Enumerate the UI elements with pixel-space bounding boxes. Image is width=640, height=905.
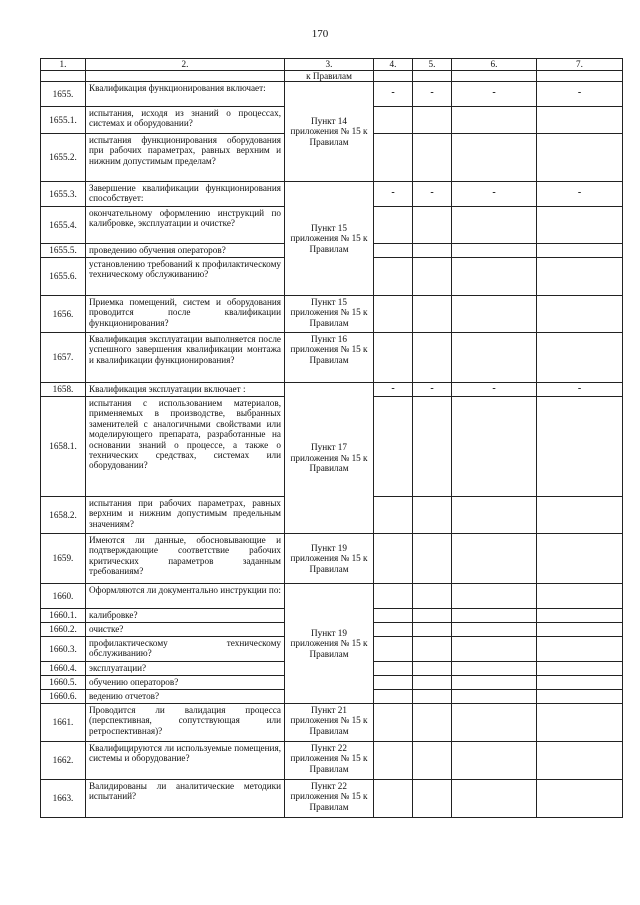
answer-cell (452, 107, 537, 134)
answer-cell: - (374, 82, 413, 107)
header-col-7: 7. (537, 59, 623, 71)
answer-cell (413, 497, 452, 534)
answer-cell: - (413, 383, 452, 397)
answer-cell (413, 780, 452, 818)
row-question: ведению отчетов? (86, 690, 285, 704)
answer-cell (374, 609, 413, 623)
table-row (41, 584, 623, 609)
checklist-table (40, 58, 623, 818)
table-row (41, 704, 623, 742)
answer-cell (537, 623, 623, 637)
row-question: профилактическому техническому обслуживанию? (86, 637, 285, 662)
answer-cell (374, 134, 413, 182)
answer-cell: - (374, 383, 413, 397)
row-number: 1659. (41, 534, 86, 584)
answer-cell (374, 637, 413, 662)
row-question: испытания с использованием материалов, применяемых в производстве, выбранных заменителей с аналогичными свойствами или моделирующего препарата, разработанные на основании знаний о процессе, а также о технических средствах, системах или оборудовании? (86, 397, 285, 497)
row-number: 1660.4. (41, 662, 86, 676)
answer-cell (374, 534, 413, 584)
answer-cell (452, 676, 537, 690)
row-number: 1655.2. (41, 134, 86, 182)
table-row (41, 71, 623, 82)
answer-cell (413, 258, 452, 296)
answer-cell (374, 690, 413, 704)
ref-cell: Пункт 17 приложения № 15 к Правилам (285, 383, 374, 534)
answer-cell (374, 704, 413, 742)
header-col-4: 4. (374, 59, 413, 71)
row-question: очистке? (86, 623, 285, 637)
answer-cell (537, 584, 623, 609)
row-question: обучению операторов? (86, 676, 285, 690)
answer-cell (374, 296, 413, 333)
row-number: 1655.3. (41, 182, 86, 207)
answer-cell (452, 742, 537, 780)
header-row (41, 59, 623, 71)
row-number: 1660. (41, 584, 86, 609)
answer-cell (413, 690, 452, 704)
answer-cell (374, 244, 413, 258)
answer-cell: - (537, 82, 623, 107)
row-question: испытания, исходя из знаний о процессах, системах и оборудовании? (86, 107, 285, 134)
header-col-6: 6. (452, 59, 537, 71)
answer-cell (452, 258, 537, 296)
answer-cell (413, 662, 452, 676)
answer-cell (374, 780, 413, 818)
answer-cell (452, 690, 537, 704)
row-number: 1663. (41, 780, 86, 818)
answer-cell (537, 704, 623, 742)
answer-cell: - (452, 82, 537, 107)
answer-cell (413, 397, 452, 497)
row-number: 1655.5. (41, 244, 86, 258)
answer-cell (413, 637, 452, 662)
answer-cell (374, 207, 413, 244)
answer-cell (537, 676, 623, 690)
answer-cell (452, 497, 537, 534)
table-row (41, 742, 623, 780)
answer-cell (374, 584, 413, 609)
answer-cell (374, 662, 413, 676)
row-number: 1661. (41, 704, 86, 742)
answer-cell (374, 333, 413, 383)
answer-cell (374, 623, 413, 637)
answer-cell (537, 690, 623, 704)
answer-cell (374, 497, 413, 534)
answer-cell (413, 333, 452, 383)
answer-cell (537, 258, 623, 296)
row-question: испытания при рабочих параметрах, равных верхним и нижним допустимым предельным значениям? (86, 497, 285, 534)
answer-cell: - (413, 182, 452, 207)
row-question: Проводится ли валидация процесса (перспективная, сопутствующая или ретроспективная)? (86, 704, 285, 742)
answer-cell (374, 742, 413, 780)
answer-cell (537, 296, 623, 333)
row-number: 1658.2. (41, 497, 86, 534)
row-question: Имеются ли данные, обосновывающие и подтверждающие соответствие рабочих критических параметров заданным требованиям? (86, 534, 285, 584)
answer-cell (413, 742, 452, 780)
row-question: Квалификация эксплуатации выполняется после успешного завершения квалификации монтажа и квалификации функционирования? (86, 333, 285, 383)
answer-cell (413, 609, 452, 623)
answer-cell (413, 207, 452, 244)
answer-cell: - (452, 182, 537, 207)
answer-cell (413, 584, 452, 609)
answer-cell: - (374, 182, 413, 207)
answer-cell (452, 397, 537, 497)
row-number: 1662. (41, 742, 86, 780)
answer-cell (413, 296, 452, 333)
row-question: Оформляются ли документально инструкции по: (86, 584, 285, 609)
row-question: Приемка помещений, систем и оборудования проводится после квалификации функционирования? (86, 296, 285, 333)
ref-cell: Пункт 22 приложения № 15 к Правилам (285, 742, 374, 780)
table-row (41, 82, 623, 107)
answer-cell (452, 637, 537, 662)
row-question: испытания функционирования оборудования при рабочих параметрах, равных верхним и нижним допустимым пределам? (86, 134, 285, 182)
row-question: проведению обучения операторов? (86, 244, 285, 258)
ref-cell: Пункт 14 приложения № 15 к Правилам (285, 82, 374, 182)
answer-cell: - (413, 82, 452, 107)
answer-cell (413, 134, 452, 182)
ref-cell: Пункт 15 приложения № 15 к Правилам (285, 182, 374, 296)
answer-cell (537, 637, 623, 662)
table-row (41, 296, 623, 333)
row-question: установлению требований к профилактическому техническому обслуживанию? (86, 258, 285, 296)
row-number: 1658.1. (41, 397, 86, 497)
row-number: 1660.5. (41, 676, 86, 690)
row-question: калибровке? (86, 609, 285, 623)
row-number: 1656. (41, 296, 86, 333)
answer-cell (452, 534, 537, 584)
row-number: 1655.4. (41, 207, 86, 244)
header-col-2: 2. (86, 59, 285, 71)
answer-cell (374, 107, 413, 134)
table-row (41, 383, 623, 397)
row-number: 1657. (41, 333, 86, 383)
answer-cell: - (537, 182, 623, 207)
row-question: окончательному оформлению инструкций по калибровке, эксплуатации и очистке? (86, 207, 285, 244)
answer-cell (537, 780, 623, 818)
answer-cell (452, 244, 537, 258)
answer-cell (537, 662, 623, 676)
ref-cell: Пункт 21 приложения № 15 к Правилам (285, 704, 374, 742)
answer-cell (537, 397, 623, 497)
row-number: 1660.6. (41, 690, 86, 704)
answer-cell (413, 244, 452, 258)
ref-continued: к Правилам (285, 71, 374, 82)
answer-cell (452, 333, 537, 383)
answer-cell (374, 397, 413, 497)
ref-cell: Пункт 22 приложения № 15 к Правилам (285, 780, 374, 818)
header-col-5: 5. (413, 59, 452, 71)
answer-cell (537, 134, 623, 182)
answer-cell: - (452, 383, 537, 397)
answer-cell (413, 623, 452, 637)
answer-cell (537, 244, 623, 258)
page-number: 170 (311, 28, 329, 40)
answer-cell (413, 676, 452, 690)
row-number: 1660.1. (41, 609, 86, 623)
ref-cell: Пункт 19 приложения № 15 к Правилам (285, 584, 374, 704)
answer-cell (452, 609, 537, 623)
row-number: 1655.1. (41, 107, 86, 134)
table-row (41, 780, 623, 818)
answer-cell (537, 207, 623, 244)
row-question: эксплуатации? (86, 662, 285, 676)
ref-cell: Пункт 16 приложения № 15 к Правилам (285, 333, 374, 383)
answer-cell (537, 107, 623, 134)
answer-cell (452, 134, 537, 182)
row-question: Завершение квалификации функционирования способствует: (86, 182, 285, 207)
answer-cell (374, 676, 413, 690)
answer-cell (452, 623, 537, 637)
row-number: 1655.6. (41, 258, 86, 296)
row-question: Квалификация функционирования включает: (86, 82, 285, 107)
answer-cell (452, 584, 537, 609)
table-row (41, 534, 623, 584)
header-col-3: 3. (285, 59, 374, 71)
row-question: Валидированы ли аналитические методики испытаний? (86, 780, 285, 818)
row-number: 1660.2. (41, 623, 86, 637)
answer-cell (413, 107, 452, 134)
answer-cell: - (537, 383, 623, 397)
ref-cell: Пункт 19 приложения № 15 к Правилам (285, 534, 374, 584)
answer-cell (537, 534, 623, 584)
answer-cell (537, 497, 623, 534)
answer-cell (537, 742, 623, 780)
row-question: Квалифицируются ли используемые помещения, системы и оборудование? (86, 742, 285, 780)
answer-cell (537, 333, 623, 383)
row-question: Квалификация эксплуатации включает : (86, 383, 285, 397)
row-number: 1658. (41, 383, 86, 397)
ref-cell: Пункт 15 приложения № 15 к Правилам (285, 296, 374, 333)
table-row (41, 182, 623, 207)
table-row (41, 333, 623, 383)
answer-cell (374, 258, 413, 296)
answer-cell (452, 780, 537, 818)
answer-cell (452, 662, 537, 676)
answer-cell (452, 704, 537, 742)
row-number: 1660.3. (41, 637, 86, 662)
header-col-1: 1. (41, 59, 86, 71)
answer-cell (537, 609, 623, 623)
row-number: 1655. (41, 82, 86, 107)
answer-cell (413, 704, 452, 742)
answer-cell (413, 534, 452, 584)
answer-cell (452, 296, 537, 333)
answer-cell (452, 207, 537, 244)
